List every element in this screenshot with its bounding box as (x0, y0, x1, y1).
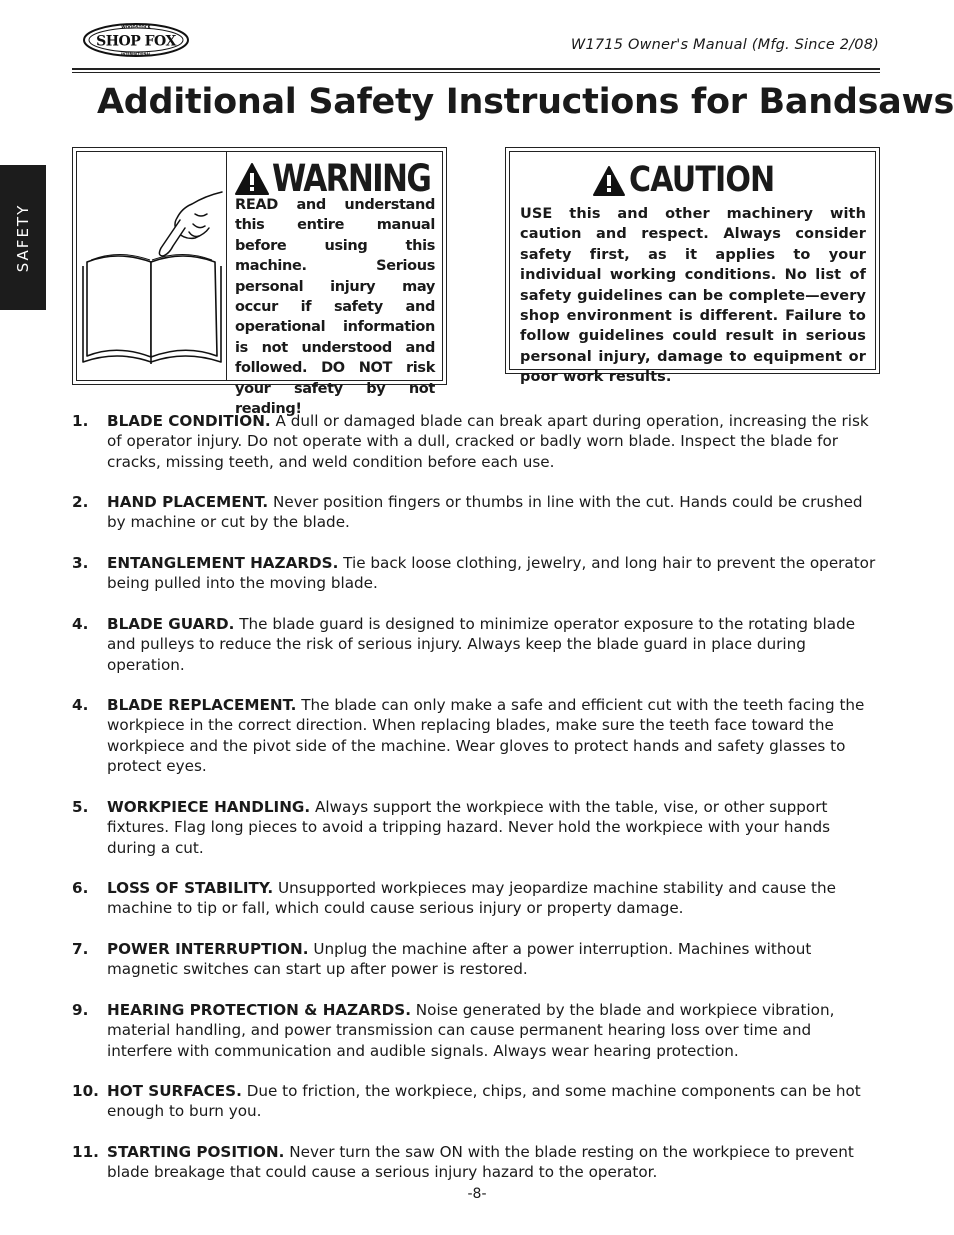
item-text: Never turn the saw ON with the blade resting on the workpiece to prevent blade breakage that could cause a serious injury hazard to the operator. (107, 1143, 854, 1182)
list-item (72, 878, 880, 919)
list-item (72, 797, 880, 858)
item-number: 11. (72, 1143, 99, 1161)
list-item (72, 614, 880, 675)
item-text: Noise generated by the blade and workpiece vibration, material handling, and power transmission can cause permanent hearing loss over time and interfere with communication and audible signals. Always wear hearing protection. (107, 1001, 835, 1060)
item-lead: BLADE CONDITION. (107, 412, 271, 430)
item-number: 10. (72, 1082, 99, 1100)
logo-ring-top-text: WOODSTOCK (121, 24, 151, 30)
item-text: Due to friction, the workpiece, chips, and some machine components can be hot enough to burn you. (107, 1082, 861, 1121)
caution-box-inner (509, 151, 876, 386)
item-number: 4. (72, 615, 89, 633)
caution-heading: CAUTION (629, 160, 775, 200)
item-lead: HOT SURFACES. (107, 1082, 242, 1100)
caution-header (592, 160, 798, 200)
caution-triangle-icon (592, 165, 626, 197)
warning-box-inner (76, 151, 443, 418)
item-lead: ENTANGLEMENT HAZARDS. (107, 554, 339, 572)
read-manual-illustration (77, 152, 227, 380)
shop-fox-logo (82, 22, 190, 58)
warning-triangle-icon (234, 162, 270, 196)
page-title: Additional Safety Instructions for Bandsaws (97, 82, 954, 122)
warning-heading: WARNING (272, 157, 431, 200)
list-item (72, 553, 880, 594)
item-lead: STARTING POSITION. (107, 1143, 285, 1161)
manual-title: W1715 Owner's Manual (Mfg. Since 2/08) (570, 37, 879, 53)
item-text: Unplug the machine after a power interruption. Machines without magnetic switches can start up after power is restored. (107, 940, 812, 979)
item-number: 6. (72, 879, 89, 897)
warning-header (234, 157, 460, 200)
item-text: Always support the workpiece with the table, vise, or other support fixtures. Flag long pieces to avoid a tripping hazard. Never hold the workpiece with your hands during a cut. (107, 798, 830, 857)
item-text: Unsupported workpieces may jeopardize machine stability and cause the machine to tip or fall, which could cause serious injury or property damage. (107, 879, 836, 918)
list-item (72, 1000, 880, 1061)
caution-text: USE this and other machinery with caution and respect. Always consider safety first, as it applies to your individual working conditions. No list of safety guidelines can be complete—every shop environment is different. Failure to follow guidelines could result in serious personal injury, damage to equipment or poor work results. (520, 206, 866, 386)
list-item (72, 939, 880, 980)
item-lead: BLADE REPLACEMENT. (107, 696, 297, 714)
book-and-hand-icon (77, 152, 226, 382)
warning-text: READ and understand this entire manual before using this machine. Serious personal injury may occur if safety and operational information is not understood and followed. DO NOT risk your safety by not reading! (235, 197, 435, 418)
item-text: Never position fingers or thumbs in line with the cut. Hands could be crushed by machine or cut by the blade. (107, 493, 863, 532)
warning-box (72, 147, 447, 418)
list-item (72, 695, 880, 777)
item-number: 4. (72, 696, 89, 714)
item-text: The blade can only make a safe and efficient cut with the teeth facing the workpiece in the correct direction. When replacing blades, make sure the teeth face toward the workpiece and the pivot side of the machine. Wear gloves to protect hands and safety glasses to protect eyes. (107, 696, 865, 776)
item-lead: LOSS OF STABILITY. (107, 879, 274, 897)
shop-fox-logo-graphic (82, 22, 190, 58)
item-lead: HAND PLACEMENT. (107, 493, 269, 511)
section-tab-label: SAFETY (14, 203, 32, 272)
item-text: The blade guard is designed to minimize operator exposure to the rotating blade and pulleys to reduce the risk of serious injury. Always keep the blade guard in place during operation. (107, 615, 856, 674)
list-item (72, 492, 880, 533)
item-lead: HEARING PROTECTION & HAZARDS. (107, 1001, 411, 1019)
page-number: -8- (467, 1186, 487, 1202)
item-lead: WORKPIECE HANDLING. (107, 798, 311, 816)
item-number: 5. (72, 798, 89, 816)
item-number: 7. (72, 940, 89, 958)
caution-box (505, 147, 880, 386)
logo-ring-bottom-text: INTERNATIONAL (121, 52, 151, 56)
item-lead: BLADE GUARD. (107, 615, 235, 633)
item-number: 3. (72, 554, 89, 572)
item-lead: POWER INTERRUPTION. (107, 940, 309, 958)
header-rule-thin (72, 72, 880, 73)
section-tab (0, 165, 46, 310)
header-rule (72, 68, 880, 70)
item-number: 2. (72, 493, 89, 511)
list-item (72, 1142, 880, 1183)
item-text: Tie back loose clothing, jewelry, and long hair to prevent the operator being pulled into the moving blade. (107, 554, 876, 593)
logo-brand-text: SHOP FOX (96, 33, 176, 50)
item-number: 9. (72, 1001, 89, 1019)
item-text: A dull or damaged blade can break apart during operation, increasing the risk of operator injury. Do not operate with a dull, cracked or badly worn blade. Inspect the blade for cracks, missing teeth, and weld condition before each use. (107, 412, 869, 471)
item-number: 1. (72, 412, 89, 430)
list-item (72, 411, 880, 472)
list-item (72, 1081, 880, 1122)
